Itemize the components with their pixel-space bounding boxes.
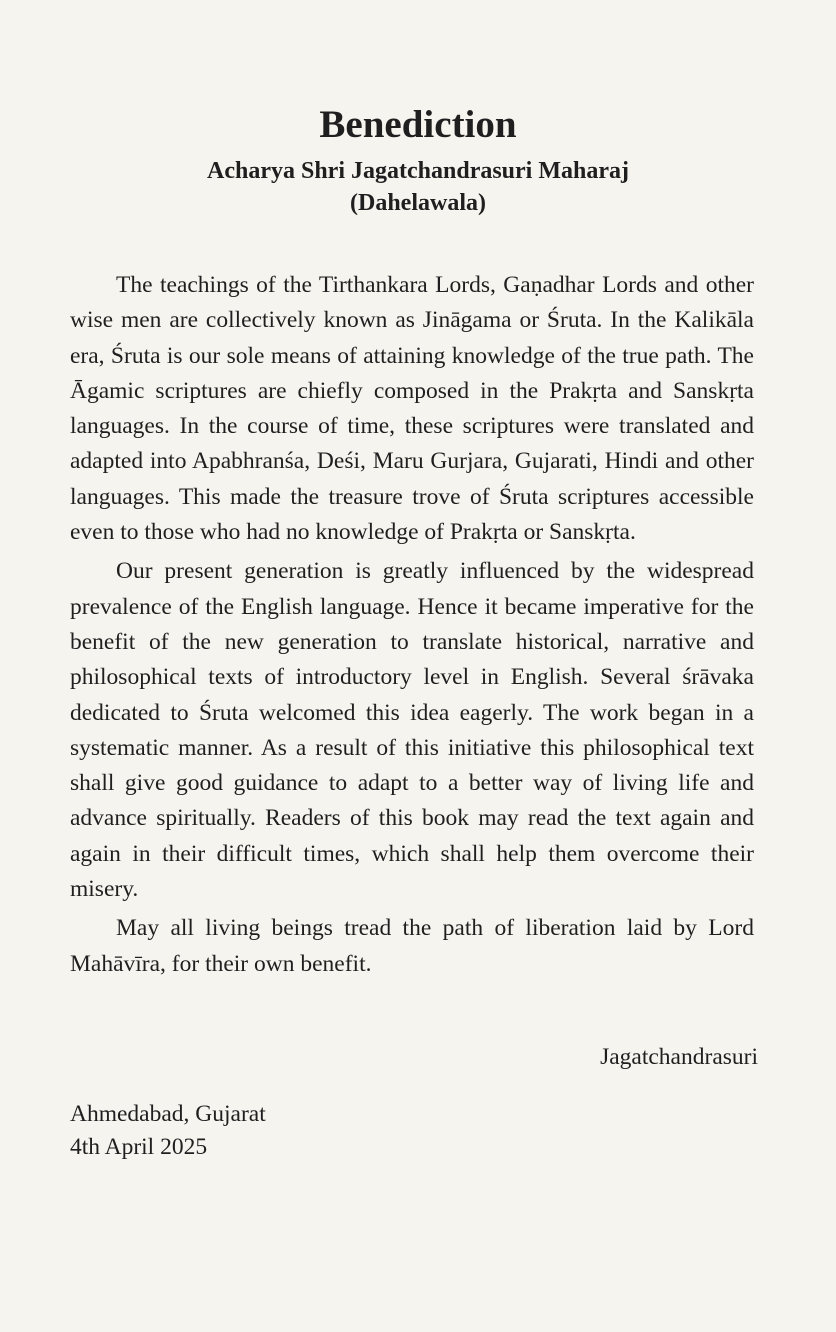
author-affiliation: (Dahelawala) xyxy=(350,190,486,216)
paragraph-3: May all living beings tread the path of liberation laid by Lord Mahāvīra, for their own benefit. xyxy=(70,915,754,977)
page-title: Benediction xyxy=(319,103,517,146)
paragraph-2: Our present generation is greatly influenced by the widespread prevalence of the English language. Hence it became imperative for the benefit of the new generation to translate historical, narrative and philosophical texts of introductory level in English. Several śrāvaka dedicated to Śruta welcomed this idea eagerly. The work began in a systematic manner. As a result of this initiative this philosophical text shall give good guidance to adapt to a better way of living life and advance spiritually. Readers of this book may read the text again and again in their difficult times, which shall help them overcome their misery. xyxy=(70,558,754,903)
author-name: Acharya Shri Jagatchandrasuri Maharaj xyxy=(207,158,629,184)
place-date-block xyxy=(70,1098,266,1164)
place: Ahmedabad, Gujarat xyxy=(70,1101,266,1127)
paragraph-1: The teachings of the Tirthankara Lords, Gaṇadhar Lords and other wise men are collectively known as Jināgama or Śruta. In the Kalikāla era, Śruta is our sole means of attaining knowledge of the true path. The Āgamic scriptures are chiefly composed in the Prakṛta and Sanskṛta languages. In the course of time, these scriptures were translated and adapted into Apabhranśa, Deśi, Maru Gurjara, Gujarati, Hindi and other languages. This made the treasure trove of Śruta scriptures accessible even to those who had no knowledge of Prakṛta or Sanskṛta. xyxy=(70,272,754,546)
author-block xyxy=(0,155,836,219)
date: 4th April 2025 xyxy=(70,1134,208,1160)
signature: Jagatchandrasuri xyxy=(600,1044,758,1070)
body-text xyxy=(70,268,754,986)
